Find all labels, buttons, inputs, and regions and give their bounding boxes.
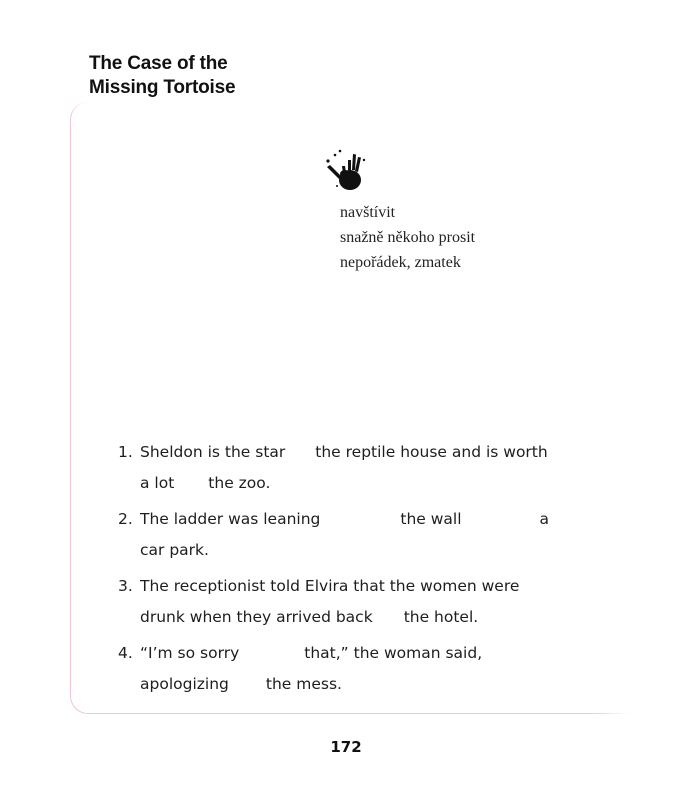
exercise-text: drunk when they arrived back bbox=[140, 608, 373, 626]
exercise-item bbox=[118, 571, 578, 633]
exercise-text: a lot bbox=[140, 474, 175, 492]
vocab-item: navštívit bbox=[340, 204, 396, 221]
vocab-item: snažně někoho prosit bbox=[340, 229, 476, 246]
exercise-number: 2. bbox=[118, 510, 133, 528]
exercise-number: 3. bbox=[118, 577, 133, 595]
exercise-list bbox=[118, 437, 578, 705]
handprint-icon bbox=[325, 148, 367, 194]
exercise-text: that,” the woman said, bbox=[304, 644, 483, 662]
page-number: 172 bbox=[330, 738, 362, 756]
exercise-item bbox=[118, 504, 578, 566]
exercise-text: apologizing bbox=[140, 675, 229, 693]
page-title bbox=[89, 52, 389, 100]
exercise-text: the zoo. bbox=[208, 474, 271, 492]
exercise-text: car park. bbox=[140, 541, 209, 559]
exercise-text: the mess. bbox=[265, 675, 342, 693]
title-line-2: Missing Tortoise bbox=[89, 77, 236, 98]
title-line-1: The Case of the bbox=[89, 53, 228, 74]
exercise-text: The ladder was leaning bbox=[140, 510, 321, 528]
exercise-number: 1. bbox=[118, 443, 133, 461]
exercise-text: Sheldon is the star bbox=[140, 443, 286, 461]
exercise-number: 4. bbox=[118, 644, 133, 662]
exercise-text: a bbox=[539, 510, 550, 528]
exercise-item bbox=[118, 437, 578, 499]
vocab-item: nepořádek, zmatek bbox=[340, 254, 461, 271]
vocabulary-list bbox=[340, 200, 475, 275]
exercise-text: the wall bbox=[400, 510, 462, 528]
exercise-text: “I’m so sorry bbox=[140, 644, 240, 662]
exercise-text: the reptile house and is worth bbox=[315, 443, 548, 461]
exercise-text: the hotel. bbox=[403, 608, 479, 626]
exercise-item bbox=[118, 638, 578, 700]
exercise-text: The receptionist told Elvira that the women were bbox=[140, 577, 520, 595]
